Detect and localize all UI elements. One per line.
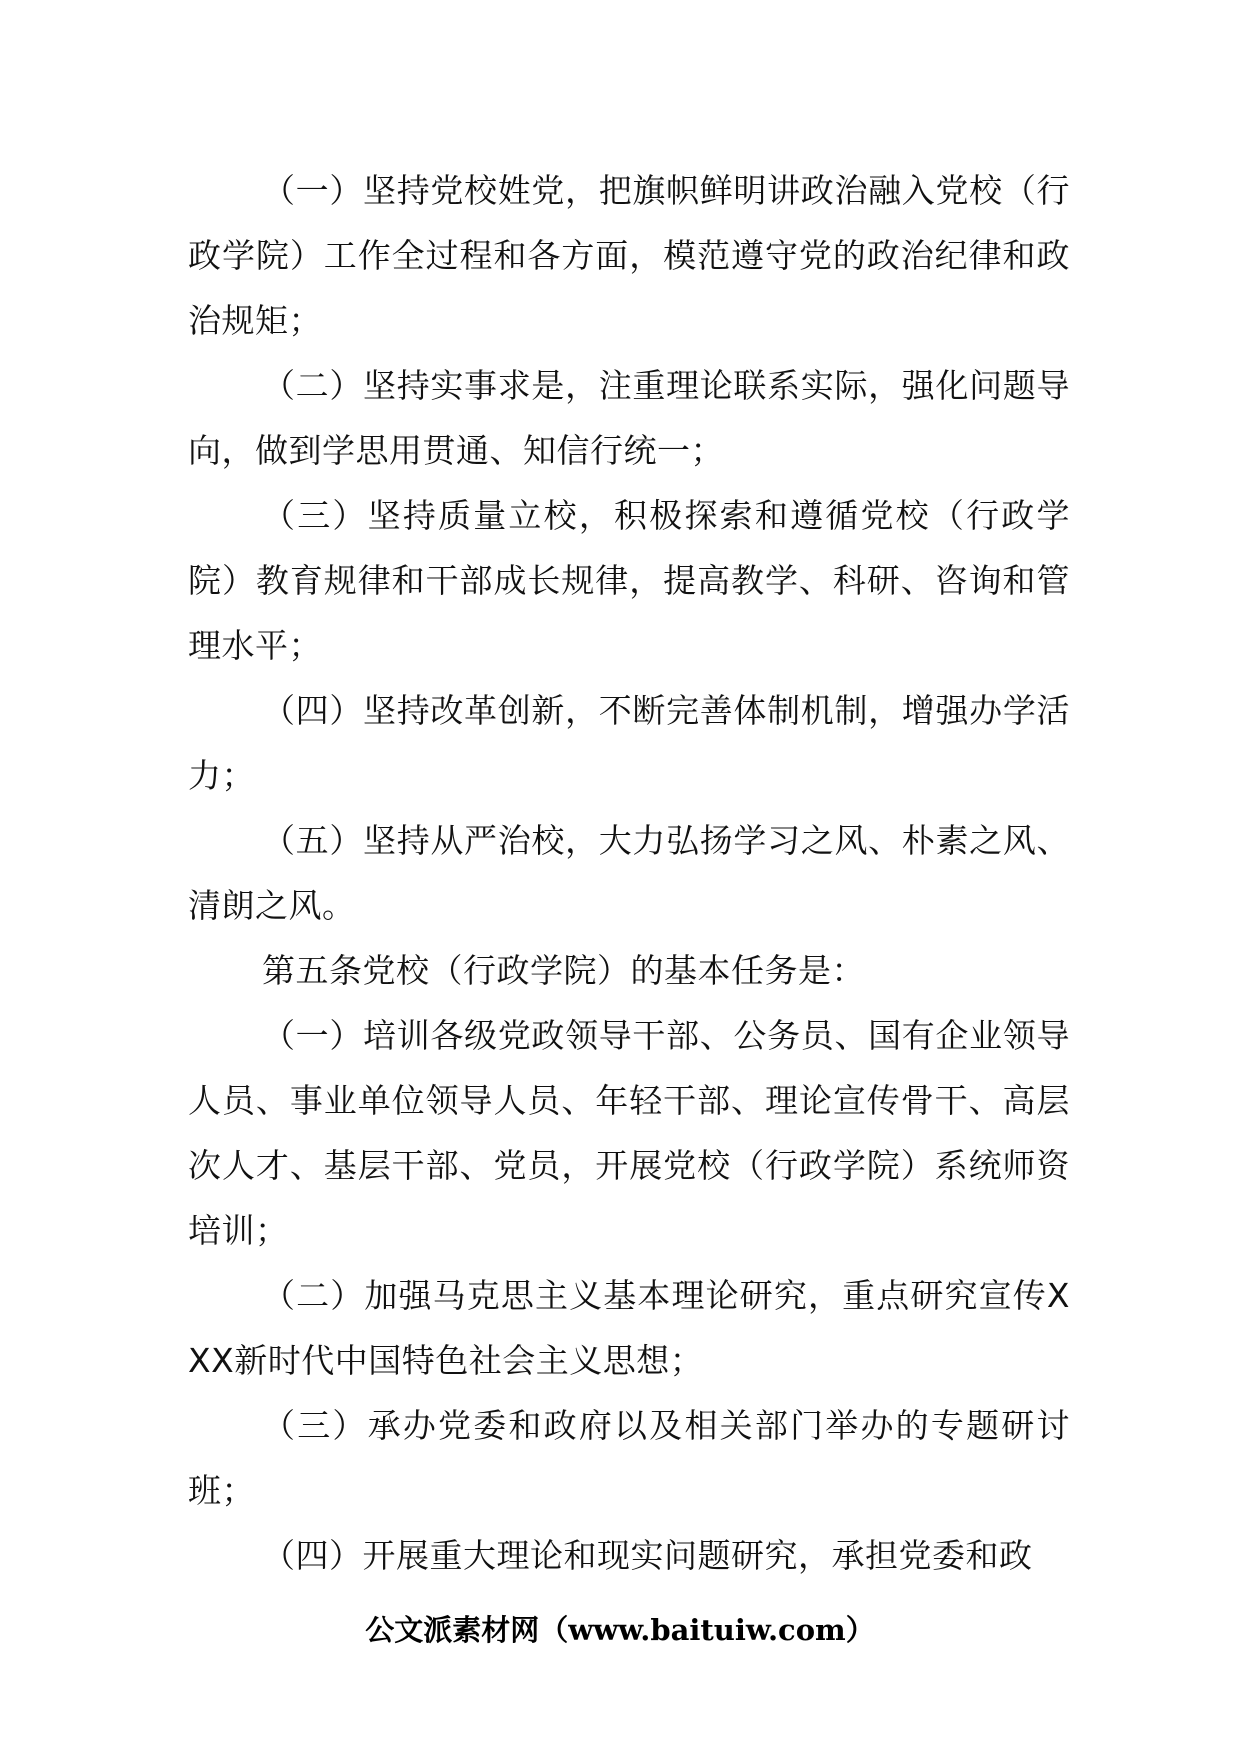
paragraph-9: （三）承办党委和政府以及相关部门举办的专题研讨班； — [188, 1406, 1070, 1510]
paragraph-1: （一）坚持党校姓党，把旗帜鲜明讲政治融入党校（行政学院）工作全过程和各方面，模范遵守党的政治纪律和政治规矩； — [188, 171, 1070, 340]
paragraph-8: （二）加强马克思主义基本理论研究，重点研究宣传XXX新时代中国特色社会主义思想； — [188, 1276, 1070, 1380]
article-heading: 第五条党校（行政学院）的基本任务是： — [262, 951, 865, 990]
paragraph-10: （四）开展重大理论和现实问题研究，承担党委和政 — [262, 1536, 1033, 1575]
paragraph-7: （一）培训各级党政领导干部、公务员、国有企业领导人员、事业单位领导人员、年轻干部、理论宣传骨干、高层次人才、基层干部、党员，开展党校（行政学院）系统师资培训； — [188, 1016, 1070, 1250]
paragraph-3: （三）坚持质量立校，积极探索和遵循党校（行政学院）教育规律和干部成长规律，提高教学、科研、咨询和管理水平； — [188, 496, 1070, 665]
paragraph-2: （二）坚持实事求是，注重理论联系实际，强化问题导向，做到学思用贯通、知信行统一； — [188, 366, 1070, 470]
paragraph-4: （四）坚持改革创新，不断完善体制机制，增强办学活力； — [188, 691, 1070, 795]
footer-watermark: 公文派素材网（www.baituiw.com） — [365, 1613, 875, 1647]
document-body — [188, 158, 1070, 1588]
paragraph-5: （五）坚持从严治校，大力弘扬学习之风、朴素之风、清朗之风。 — [188, 821, 1070, 925]
